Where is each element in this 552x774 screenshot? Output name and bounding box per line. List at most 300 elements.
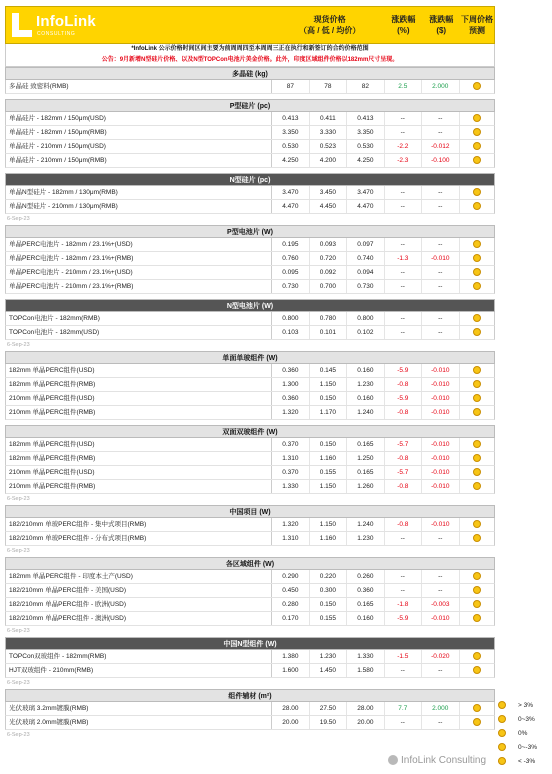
product-name: 单晶PERC电池片 - 182mm / 23.1%+(USD) <box>6 238 272 251</box>
change-usd: -0.010 <box>422 480 459 493</box>
product-name: 182/210mm 单晶PERC组件 - 澳洲(USD) <box>6 612 272 625</box>
forecast-emoji-icon <box>473 520 481 528</box>
price-high: 1.310 <box>272 452 309 465</box>
product-name: TOPCon双玻组件 - 182mm(RMB) <box>6 650 272 663</box>
table-row <box>5 480 495 494</box>
price-high: 1.380 <box>272 650 309 663</box>
table-row <box>5 518 495 532</box>
product-name: 182/210mm 单晶PERC组件 - 美国(USD) <box>6 584 272 597</box>
price-low: 19.50 <box>310 716 347 729</box>
price-low: 0.155 <box>310 466 347 479</box>
change-usd: -0.010 <box>422 406 459 419</box>
section-date: 6-Sep-23 <box>7 548 30 554</box>
forecast-cell <box>460 466 495 479</box>
price-avg: 0.740 <box>347 252 384 265</box>
forecast-column-header <box>460 7 494 43</box>
forecast-subtitle: 预测 <box>469 26 486 35</box>
change-percent: -- <box>385 266 422 279</box>
forecast-emoji-icon <box>473 254 481 262</box>
change-usd: -- <box>422 126 459 139</box>
forecast-cell <box>460 392 495 405</box>
price-low: 0.093 <box>310 238 347 251</box>
forecast-cell <box>460 650 495 663</box>
forecast-legend <box>498 698 550 768</box>
brand-subtitle: CONSULTING <box>37 31 76 37</box>
forecast-cell <box>460 452 495 465</box>
change-usd: -- <box>422 570 459 583</box>
price-high: 3.350 <box>272 126 309 139</box>
product-name: 光伏玻璃 2.0mm镀膜(RMB) <box>6 716 272 729</box>
change-usd: -0.010 <box>422 392 459 405</box>
price-avg: 1.230 <box>347 378 384 391</box>
price-avg: 3.470 <box>347 186 384 199</box>
forecast-emoji-icon <box>473 704 481 712</box>
section-date: 6-Sep-23 <box>7 628 30 634</box>
forecast-cell <box>460 280 495 293</box>
price-high: 1.320 <box>272 518 309 531</box>
change-usd: -0.010 <box>422 466 459 479</box>
forecast-cell <box>460 266 495 279</box>
table-row <box>5 186 495 200</box>
price-high: 1.600 <box>272 664 309 677</box>
product-name: 210mm 单晶PERC组件(RMB) <box>6 480 272 493</box>
change-percent: -- <box>385 716 422 729</box>
section-date: 6-Sep-23 <box>7 680 30 686</box>
price-high: 0.730 <box>272 280 309 293</box>
price-low: 1.150 <box>310 378 347 391</box>
section-title: N型硅片 (pc) <box>5 173 495 186</box>
forecast-cell <box>460 154 495 167</box>
usd-change-column-header <box>422 7 460 43</box>
price-high: 0.360 <box>272 364 309 377</box>
product-name: 210mm 单晶PERC组件(RMB) <box>6 406 272 419</box>
product-name: 182mm 单晶PERC组件(USD) <box>6 438 272 451</box>
section-title: 组件辅材 (m²) <box>5 689 495 702</box>
legend-emoji-icon <box>498 729 506 737</box>
change-percent: -2.2 <box>385 140 422 153</box>
price-high: 28.00 <box>272 702 309 715</box>
change-percent: -5.9 <box>385 612 422 625</box>
legend-label: 0% <box>518 729 528 737</box>
price-avg: 0.730 <box>347 280 384 293</box>
price-avg: 0.413 <box>347 112 384 125</box>
change-percent: -- <box>385 570 422 583</box>
price-avg: 0.360 <box>347 584 384 597</box>
price-avg: 0.530 <box>347 140 384 153</box>
price-avg: 0.097 <box>347 238 384 251</box>
change-percent: -- <box>385 200 422 213</box>
forecast-cell <box>460 584 495 597</box>
forecast-emoji-icon <box>473 380 481 388</box>
change-usd: -0.010 <box>422 612 459 625</box>
change-usd: -- <box>422 186 459 199</box>
product-name: 182/210mm 单玻PERC组件 - 集中式项目(RMB) <box>6 518 272 531</box>
price-high: 0.290 <box>272 570 309 583</box>
product-name: 182mm 单晶PERC组件 - 印度本土产(USD) <box>6 570 272 583</box>
price-avg: 0.260 <box>347 570 384 583</box>
price-low: 78 <box>310 80 347 93</box>
product-name: 182mm 单晶PERC组件(USD) <box>6 364 272 377</box>
price-high: 0.530 <box>272 140 309 153</box>
legend-emoji-icon <box>498 715 506 723</box>
price-low: 0.092 <box>310 266 347 279</box>
forecast-cell <box>460 186 495 199</box>
price-high: 0.370 <box>272 466 309 479</box>
change-percent: 2.5 <box>385 80 422 93</box>
price-low: 0.101 <box>310 326 347 339</box>
forecast-emoji-icon <box>473 454 481 462</box>
table-row <box>5 392 495 406</box>
table-row <box>5 452 495 466</box>
price-avg: 0.165 <box>347 598 384 611</box>
change-percent: -- <box>385 126 422 139</box>
legend-emoji-icon <box>498 743 506 751</box>
forecast-emoji-icon <box>473 268 481 276</box>
price-high: 4.250 <box>272 154 309 167</box>
price-high: 20.00 <box>272 716 309 729</box>
pct-change-column-header <box>384 7 422 43</box>
table-row <box>5 200 495 214</box>
forecast-cell <box>460 406 495 419</box>
change-usd: 2.000 <box>422 702 459 715</box>
change-usd: -- <box>422 716 459 729</box>
price-column-header <box>275 7 385 43</box>
change-percent: -1.3 <box>385 252 422 265</box>
price-low: 3.450 <box>310 186 347 199</box>
product-name: 182/210mm 单玻PERC组件 - 分布式项目(RMB) <box>6 532 272 545</box>
table-row <box>5 80 495 94</box>
price-avg: 0.094 <box>347 266 384 279</box>
forecast-cell <box>460 612 495 625</box>
legend-item <box>498 740 550 754</box>
price-high: 0.370 <box>272 438 309 451</box>
price-low: 0.145 <box>310 364 347 377</box>
product-name: 182mm 单晶PERC组件(RMB) <box>6 378 272 391</box>
table-row <box>5 702 495 716</box>
wechat-icon <box>388 755 398 765</box>
price-high: 0.195 <box>272 238 309 251</box>
table-row <box>5 154 495 168</box>
price-low: 0.150 <box>310 438 347 451</box>
change-usd: -- <box>422 664 459 677</box>
price-low: 0.150 <box>310 598 347 611</box>
change-usd: -0.010 <box>422 252 459 265</box>
forecast-emoji-icon <box>473 468 481 476</box>
price-high: 0.280 <box>272 598 309 611</box>
product-name: 210mm 单晶PERC组件(USD) <box>6 392 272 405</box>
section-title: 中国项目 (W) <box>5 505 495 518</box>
price-high: 0.360 <box>272 392 309 405</box>
price-low: 0.700 <box>310 280 347 293</box>
forecast-emoji-icon <box>473 366 481 374</box>
forecast-cell <box>460 532 495 545</box>
forecast-emoji-icon <box>473 328 481 336</box>
product-name: 光伏玻璃 3.2mm镀膜(RMB) <box>6 702 272 715</box>
change-percent: -- <box>385 238 422 251</box>
watermark-text: InfoLink Consulting <box>401 755 487 766</box>
forecast-title: 下周价格 <box>461 15 494 24</box>
forecast-cell <box>460 126 495 139</box>
infolink-logo <box>6 7 275 43</box>
forecast-cell <box>460 326 495 339</box>
price-high: 4.470 <box>272 200 309 213</box>
table-row <box>5 112 495 126</box>
price-avg: 1.230 <box>347 532 384 545</box>
legend-label: 0~-3% <box>518 743 537 751</box>
pct-change-unit: (%) <box>397 26 410 35</box>
change-usd: -0.010 <box>422 378 459 391</box>
forecast-emoji-icon <box>473 534 481 542</box>
table-row <box>5 570 495 584</box>
forecast-cell <box>460 480 495 493</box>
table-row <box>5 584 495 598</box>
forecast-cell <box>460 664 495 677</box>
price-low: 0.155 <box>310 612 347 625</box>
section-title: 各区域组件 (W) <box>5 557 495 570</box>
price-high: 1.320 <box>272 406 309 419</box>
legend-label: > 3% <box>518 701 533 709</box>
forecast-emoji-icon <box>473 240 481 248</box>
product-name: 单晶N型硅片 - 210mm / 130μm(RMB) <box>6 200 272 213</box>
forecast-cell <box>460 378 495 391</box>
price-low: 0.300 <box>310 584 347 597</box>
price-avg: 1.260 <box>347 480 384 493</box>
table-row <box>5 252 495 266</box>
product-name: 单晶PERC电池片 - 182mm / 23.1%+(RMB) <box>6 252 272 265</box>
table-row <box>5 438 495 452</box>
forecast-emoji-icon <box>473 408 481 416</box>
change-percent: -- <box>385 186 422 199</box>
change-percent: -- <box>385 584 422 597</box>
price-avg: 1.240 <box>347 406 384 419</box>
forecast-cell <box>460 570 495 583</box>
product-name: 单晶硅片 - 182mm / 150μm(USD) <box>6 112 272 125</box>
forecast-cell <box>460 200 495 213</box>
price-column-title: 现货价格 <box>313 15 346 24</box>
table-row <box>5 126 495 140</box>
change-percent: -5.9 <box>385 392 422 405</box>
pricing-period-note: *InfoLink 公示价格时间区间主要为前周周四至本周周三正在执行和新签订的合约价格范围 <box>5 44 495 55</box>
change-usd: -- <box>422 238 459 251</box>
price-high: 0.103 <box>272 326 309 339</box>
legend-emoji-icon <box>498 701 506 709</box>
forecast-cell <box>460 238 495 251</box>
forecast-cell <box>460 252 495 265</box>
table-row <box>5 238 495 252</box>
product-name: 单晶硅片 - 210mm / 150μm(USD) <box>6 140 272 153</box>
product-name: TOPCon电池片 - 182mm(RMB) <box>6 312 272 325</box>
forecast-emoji-icon <box>473 142 481 150</box>
forecast-emoji-icon <box>473 128 481 136</box>
change-usd: -0.010 <box>422 518 459 531</box>
change-usd: -- <box>422 326 459 339</box>
price-low: 1.230 <box>310 650 347 663</box>
price-low: 1.160 <box>310 452 347 465</box>
price-high: 0.413 <box>272 112 309 125</box>
change-percent: -5.9 <box>385 364 422 377</box>
price-low: 3.330 <box>310 126 347 139</box>
forecast-emoji-icon <box>473 202 481 210</box>
price-high: 87 <box>272 80 309 93</box>
price-avg: 4.250 <box>347 154 384 167</box>
legend-item <box>498 754 550 768</box>
price-high: 0.760 <box>272 252 309 265</box>
forecast-cell <box>460 598 495 611</box>
change-usd: 2.000 <box>422 80 459 93</box>
table-row <box>5 650 495 664</box>
price-low: 0.720 <box>310 252 347 265</box>
forecast-emoji-icon <box>473 82 481 90</box>
price-low: 0.523 <box>310 140 347 153</box>
section-title: P型硅片 (pc) <box>5 99 495 112</box>
price-avg: 1.250 <box>347 452 384 465</box>
price-avg: 3.350 <box>347 126 384 139</box>
usd-change-unit: ($) <box>436 26 447 35</box>
change-usd: -- <box>422 112 459 125</box>
price-avg: 1.240 <box>347 518 384 531</box>
change-percent: -- <box>385 532 422 545</box>
forecast-cell <box>460 112 495 125</box>
price-low: 27.50 <box>310 702 347 715</box>
legend-emoji-icon <box>498 757 506 765</box>
product-name: 210mm 单晶PERC组件(USD) <box>6 466 272 479</box>
change-usd: -0.003 <box>422 598 459 611</box>
section-date: 6-Sep-23 <box>7 342 30 348</box>
price-sheet <box>5 6 495 741</box>
change-percent: -- <box>385 112 422 125</box>
forecast-emoji-icon <box>473 114 481 122</box>
change-usd: -- <box>422 266 459 279</box>
forecast-emoji-icon <box>473 666 481 674</box>
price-avg: 0.160 <box>347 364 384 377</box>
pct-change-title: 涨跌幅 <box>391 15 416 24</box>
price-low: 1.170 <box>310 406 347 419</box>
table-row <box>5 364 495 378</box>
price-high: 0.095 <box>272 266 309 279</box>
price-low: 0.780 <box>310 312 347 325</box>
price-sections <box>5 67 495 741</box>
price-avg: 0.160 <box>347 612 384 625</box>
change-usd: -0.020 <box>422 650 459 663</box>
forecast-emoji-icon <box>473 718 481 726</box>
product-name: HJT双玻组件 - 210mm(RMB) <box>6 664 272 677</box>
product-name: 单晶PERC电池片 - 210mm / 23.1%+(RMB) <box>6 280 272 293</box>
section-title: 双面双玻组件 (W) <box>5 425 495 438</box>
legend-item <box>498 698 550 712</box>
price-high: 0.170 <box>272 612 309 625</box>
table-row <box>5 532 495 546</box>
price-low: 0.220 <box>310 570 347 583</box>
price-avg: 20.00 <box>347 716 384 729</box>
forecast-cell <box>460 140 495 153</box>
change-usd: -- <box>422 280 459 293</box>
forecast-cell <box>460 364 495 377</box>
product-name: 单晶硅片 - 210mm / 150μm(RMB) <box>6 154 272 167</box>
forecast-emoji-icon <box>473 314 481 322</box>
change-usd: -0.010 <box>422 452 459 465</box>
legend-item <box>498 726 550 740</box>
product-name: 单晶N型硅片 - 182mm / 130μm(RMB) <box>6 186 272 199</box>
change-percent: -0.8 <box>385 406 422 419</box>
change-percent: -0.8 <box>385 378 422 391</box>
product-name: 182/210mm 单晶PERC组件 - 欧洲(USD) <box>6 598 272 611</box>
price-low: 1.160 <box>310 532 347 545</box>
product-name: TOPCon电池片 - 182mm(USD) <box>6 326 272 339</box>
price-avg: 4.470 <box>347 200 384 213</box>
change-percent: -- <box>385 326 422 339</box>
header-bar <box>5 6 495 44</box>
table-row <box>5 312 495 326</box>
table-row <box>5 378 495 392</box>
section-title: 多晶硅 (kg) <box>5 67 495 80</box>
product-name: 多晶硅 致密料(RMB) <box>6 80 272 93</box>
price-low: 1.450 <box>310 664 347 677</box>
price-high: 1.330 <box>272 480 309 493</box>
change-usd: -- <box>422 312 459 325</box>
price-high: 3.470 <box>272 186 309 199</box>
section-title: P型电池片 (W) <box>5 225 495 238</box>
price-high: 1.300 <box>272 378 309 391</box>
forecast-emoji-icon <box>473 652 481 660</box>
usd-change-title: 涨跌幅 <box>429 15 454 24</box>
forecast-emoji-icon <box>473 600 481 608</box>
table-row <box>5 266 495 280</box>
table-row <box>5 598 495 612</box>
brand-name: InfoLink <box>36 13 96 30</box>
legend-label: < -3% <box>518 757 536 765</box>
legend-item <box>498 712 550 726</box>
forecast-emoji-icon <box>473 156 481 164</box>
change-usd: -- <box>422 532 459 545</box>
announcement-note: 公告：9月新增N型硅片价格、以及N型TOPCon电池片美金价格。此外，印度区域组件价格以182mm尺寸呈现。 <box>5 55 495 67</box>
price-avg: 28.00 <box>347 702 384 715</box>
change-percent: -0.8 <box>385 518 422 531</box>
product-name: 182mm 单晶PERC组件(RMB) <box>6 452 272 465</box>
change-percent: 7.7 <box>385 702 422 715</box>
table-row <box>5 466 495 480</box>
section-title: 中国N型组件 (W) <box>5 637 495 650</box>
change-percent: -1.8 <box>385 598 422 611</box>
forecast-cell <box>460 716 495 729</box>
price-column-subtitle: （高 / 低 / 均价） <box>298 26 361 35</box>
forecast-emoji-icon <box>473 394 481 402</box>
forecast-emoji-icon <box>473 482 481 490</box>
price-avg: 0.102 <box>347 326 384 339</box>
price-low: 1.150 <box>310 518 347 531</box>
forecast-cell <box>460 80 495 93</box>
price-low: 0.150 <box>310 392 347 405</box>
watermark <box>388 755 486 766</box>
change-percent: -0.8 <box>385 480 422 493</box>
change-usd: -0.010 <box>422 364 459 377</box>
table-row <box>5 406 495 420</box>
price-high: 0.800 <box>272 312 309 325</box>
section-date: 6-Sep-23 <box>7 216 30 222</box>
change-usd: -0.100 <box>422 154 459 167</box>
forecast-cell <box>460 518 495 531</box>
forecast-cell <box>460 312 495 325</box>
price-high: 0.450 <box>272 584 309 597</box>
price-avg: 1.580 <box>347 664 384 677</box>
forecast-emoji-icon <box>473 188 481 196</box>
price-low: 4.200 <box>310 154 347 167</box>
change-percent: -5.7 <box>385 438 422 451</box>
change-usd: -- <box>422 200 459 213</box>
section-date: 6-Sep-23 <box>7 732 30 738</box>
table-row <box>5 664 495 678</box>
change-percent: -0.8 <box>385 452 422 465</box>
price-avg: 0.800 <box>347 312 384 325</box>
